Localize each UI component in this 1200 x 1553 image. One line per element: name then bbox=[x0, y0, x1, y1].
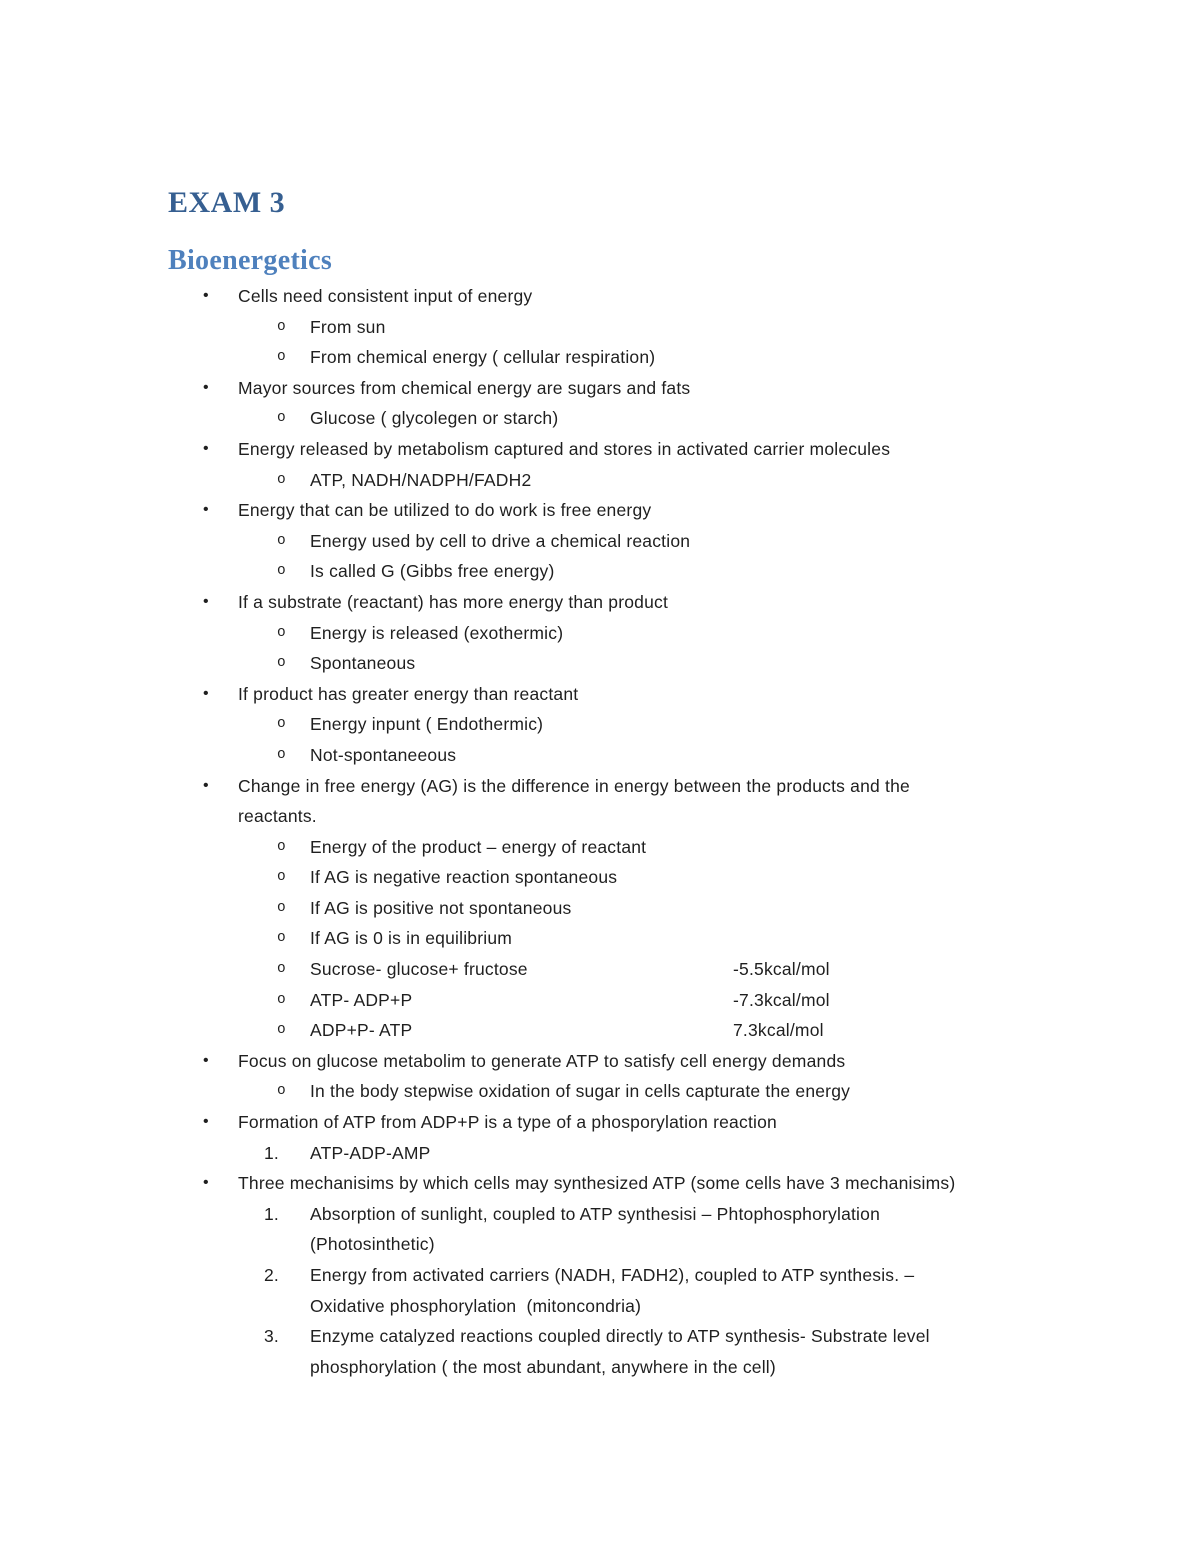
list-item-text: Not-spontaneeous bbox=[310, 744, 457, 765]
list-item bbox=[168, 1168, 1138, 1199]
circle-bullet-icon: o bbox=[277, 318, 286, 335]
list-item bbox=[168, 618, 1200, 649]
circle-bullet-icon: o bbox=[277, 991, 286, 1008]
list-item-text: ATP- ADP+P bbox=[310, 989, 413, 1010]
circle-bullet-icon: o bbox=[277, 746, 286, 763]
list-item bbox=[168, 281, 1138, 312]
list-item-text: ATP, NADH/NADPH/FADH2 bbox=[310, 469, 532, 490]
list-item bbox=[168, 312, 1200, 343]
list-item bbox=[168, 373, 1138, 404]
list-item-text: Three mechanisims by which cells may synthesized ATP (some cells have 3 mechanisims) bbox=[238, 1173, 956, 1194]
list-item bbox=[168, 679, 1138, 710]
list-item-text: Oxidative phosphorylation (mitoncondria) bbox=[310, 1295, 642, 1316]
circle-bullet-icon: o bbox=[277, 349, 286, 366]
bullet-icon: • bbox=[203, 378, 209, 396]
list-item bbox=[168, 709, 1200, 740]
bullet-icon: • bbox=[203, 684, 209, 702]
list-item-text: (Photosinthetic) bbox=[310, 1234, 435, 1255]
list-item-text: Energy that can be utilized to do work is free energy bbox=[238, 500, 652, 521]
list-item-text: Enzyme catalyzed reactions coupled directly to ATP synthesis- Substrate level bbox=[310, 1326, 930, 1347]
bullet-icon: • bbox=[203, 287, 209, 304]
list-item-text: ATP-ADP-AMP bbox=[310, 1142, 431, 1163]
list-item bbox=[168, 587, 1138, 618]
list-item bbox=[168, 1321, 1200, 1382]
list-item-text: From sun bbox=[310, 316, 386, 337]
number-label: 2. bbox=[264, 1265, 279, 1285]
circle-bullet-icon: o bbox=[277, 410, 286, 427]
list-item-text: If product has greater energy than reactant bbox=[238, 683, 579, 704]
bullet-icon: • bbox=[203, 1113, 209, 1131]
list-item-text: Mayor sources from chemical energy are sugars and fats bbox=[238, 377, 691, 398]
section-heading: Bioenergetics bbox=[168, 245, 333, 276]
number-label: 1. bbox=[264, 1142, 279, 1163]
list-item-text: Glucose ( glycolegen or starch) bbox=[310, 408, 559, 429]
notes-list bbox=[168, 281, 1150, 1382]
list-item-text: If AG is negative reaction spontaneous bbox=[310, 867, 618, 888]
circle-bullet-icon: o bbox=[277, 930, 286, 947]
list-item bbox=[168, 648, 1200, 679]
circle-bullet-icon: o bbox=[277, 899, 286, 916]
list-item bbox=[168, 434, 1138, 465]
list-item-text: If AG is positive not spontaneous bbox=[310, 897, 572, 918]
kcal-value: -7.3kcal/mol bbox=[733, 989, 830, 1010]
list-item bbox=[168, 1107, 1138, 1138]
list-item-text: Sucrose- glucose+ fructose bbox=[310, 959, 528, 980]
list-item-text: If AG is 0 is in equilibrium bbox=[310, 928, 513, 949]
kcal-value: 7.3kcal/mol bbox=[733, 1020, 824, 1041]
page-title: EXAM 3 bbox=[168, 186, 286, 219]
list-item bbox=[168, 465, 1200, 496]
list-item-text: Energy is released (exothermic) bbox=[310, 622, 564, 643]
list-item-text: If a substrate (reactant) has more energy than product bbox=[238, 591, 669, 612]
circle-bullet-icon: o bbox=[277, 1083, 286, 1100]
list-item-text: Absorption of sunlight, coupled to ATP synthesisi – Phtophosphorylation bbox=[310, 1203, 881, 1224]
list-item bbox=[168, 526, 1200, 557]
list-item bbox=[168, 556, 1200, 587]
list-item bbox=[168, 1199, 1200, 1260]
bullet-icon: • bbox=[203, 501, 209, 519]
list-item-text: Energy used by cell to drive a chemical reaction bbox=[310, 530, 691, 551]
list-item-text: ADP+P- ATP bbox=[310, 1020, 413, 1041]
list-item-text: Change in free energy (AG) is the difference in energy between the products and the bbox=[238, 775, 910, 796]
list-item-text: reactants. bbox=[238, 806, 317, 827]
list-item bbox=[168, 1015, 1200, 1046]
kcal-value: -5.5kcal/mol bbox=[733, 959, 830, 980]
list-item-text: Energy from activated carriers (NADH, FADH2), coupled to ATP synthesis. – bbox=[310, 1265, 915, 1285]
circle-bullet-icon: o bbox=[277, 532, 286, 549]
list-item bbox=[168, 740, 1200, 771]
bullet-icon: • bbox=[203, 1051, 209, 1069]
bullet-icon: • bbox=[203, 592, 209, 610]
circle-bullet-icon: o bbox=[277, 838, 286, 855]
list-item bbox=[168, 1076, 1200, 1107]
list-item bbox=[168, 1260, 1200, 1321]
circle-bullet-icon: o bbox=[277, 655, 286, 672]
list-item bbox=[168, 862, 1200, 893]
list-item bbox=[168, 954, 1200, 985]
list-item bbox=[168, 771, 1138, 832]
list-item-text: Cells need consistent input of energy bbox=[238, 286, 533, 306]
list-item-text: In the body stepwise oxidation of sugar in cells capturate the energy bbox=[310, 1081, 851, 1102]
circle-bullet-icon: o bbox=[277, 961, 286, 978]
list-item-text: Energy of the product – energy of reactant bbox=[310, 836, 647, 857]
number-label: 3. bbox=[264, 1326, 279, 1347]
list-item-text: Focus on glucose metabolim to generate ATP to satisfy cell energy demands bbox=[238, 1050, 846, 1071]
number-label: 1. bbox=[264, 1203, 279, 1224]
circle-bullet-icon: o bbox=[277, 716, 286, 733]
bullet-icon: • bbox=[203, 439, 209, 457]
list-item-text: Energy inpunt ( Endothermic) bbox=[310, 714, 544, 735]
list-item-text: Is called G (Gibbs free energy) bbox=[310, 561, 555, 582]
list-item bbox=[168, 342, 1200, 373]
list-item bbox=[168, 495, 1138, 526]
circle-bullet-icon: o bbox=[277, 471, 286, 488]
list-item-text: Spontaneous bbox=[310, 653, 416, 674]
list-item bbox=[168, 893, 1200, 924]
bullet-icon: • bbox=[203, 776, 209, 794]
list-item-text: From chemical energy ( cellular respiration) bbox=[310, 347, 656, 368]
circle-bullet-icon: o bbox=[277, 1022, 286, 1039]
list-item bbox=[168, 832, 1200, 863]
list-item-text: Formation of ATP from ADP+P is a type of a phosporylation reaction bbox=[238, 1112, 777, 1133]
list-item bbox=[168, 403, 1200, 434]
list-item bbox=[168, 923, 1200, 954]
list-item bbox=[168, 1138, 1200, 1169]
list-item bbox=[168, 985, 1200, 1016]
list-item bbox=[168, 1046, 1138, 1077]
circle-bullet-icon: o bbox=[277, 624, 286, 641]
list-item-text: Energy released by metabolism captured and stores in activated carrier molecules bbox=[238, 438, 891, 459]
circle-bullet-icon: o bbox=[277, 563, 286, 580]
circle-bullet-icon: o bbox=[277, 869, 286, 886]
bullet-icon: • bbox=[203, 1174, 209, 1192]
list-item-text: phosphorylation ( the most abundant, anywhere in the cell) bbox=[310, 1356, 776, 1377]
